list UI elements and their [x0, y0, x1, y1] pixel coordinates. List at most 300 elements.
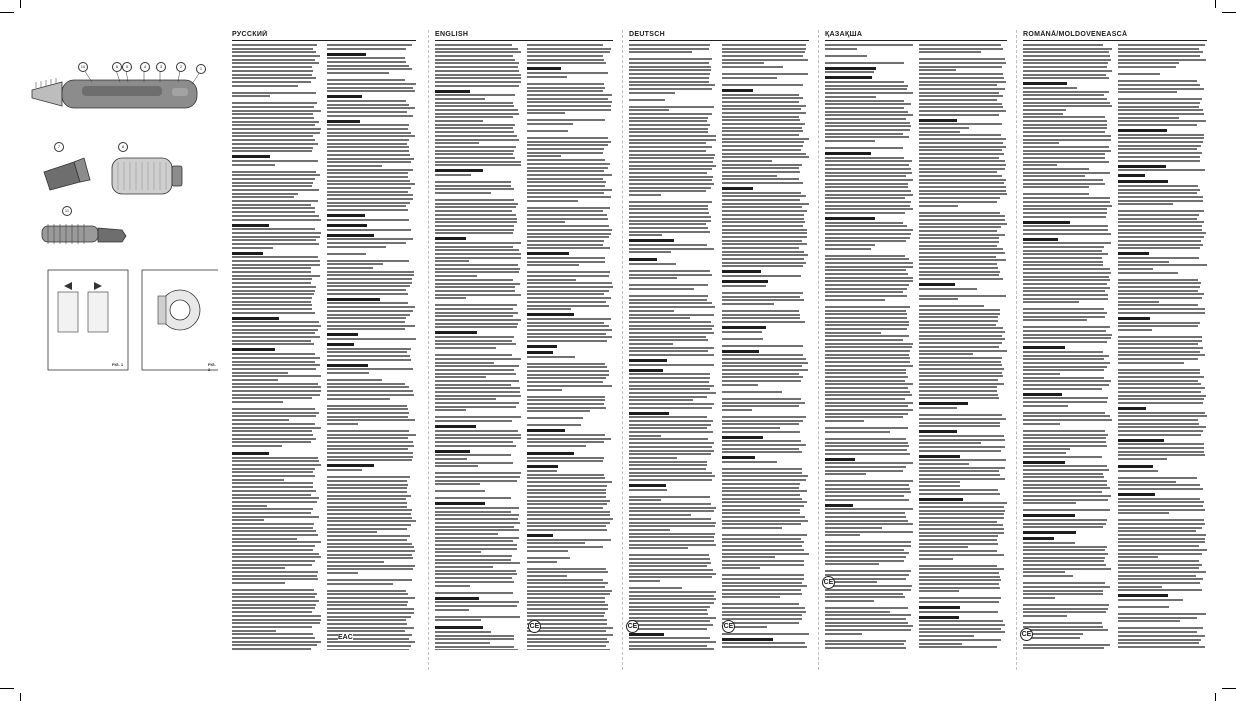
text-line: [919, 234, 1005, 236]
text-line: [232, 317, 279, 320]
text-line: [722, 66, 784, 68]
text-line: [1118, 329, 1153, 331]
text-line: [919, 153, 1004, 155]
text-line: [919, 568, 1004, 570]
text-line: [435, 649, 518, 650]
text-line: [1023, 412, 1105, 414]
text-line: [327, 132, 411, 134]
text-line: [919, 327, 1004, 329]
text-line: [327, 480, 407, 482]
text-line: [527, 542, 585, 544]
text-line: [1023, 98, 1107, 100]
text-line: [435, 476, 520, 478]
text-line: [232, 95, 270, 97]
text-line: [435, 192, 491, 194]
text-line: [1118, 439, 1164, 442]
text-line: [1118, 160, 1201, 162]
text-line: [825, 512, 905, 514]
text-line: [825, 409, 913, 411]
text-line: [1118, 419, 1199, 421]
text-line: [435, 601, 519, 603]
text-line: [1023, 94, 1104, 96]
text-line: [232, 66, 312, 68]
text-line: [435, 249, 519, 251]
text-line: [629, 135, 716, 137]
text-line: [1023, 298, 1108, 300]
text-line: [327, 593, 409, 595]
text-line: [1023, 366, 1107, 368]
text-line: [919, 539, 998, 541]
text-line: [232, 582, 285, 584]
text-line: [327, 528, 407, 530]
text-line: [232, 486, 313, 488]
text-line: [825, 269, 906, 271]
text-line: [232, 494, 311, 496]
text-line: [1023, 233, 1111, 235]
text-line: [919, 481, 961, 483]
text-line: [435, 98, 485, 100]
text-line: [1023, 316, 1105, 318]
text-line: [919, 611, 999, 613]
text-line: [527, 377, 607, 379]
text-line: [825, 310, 906, 312]
text-line: [327, 535, 411, 537]
text-line: [1023, 341, 1107, 343]
text-line: [1023, 264, 1103, 266]
text-line: [435, 406, 516, 408]
text-line: [232, 353, 315, 355]
text-line: [527, 396, 605, 398]
text-line: [435, 597, 479, 600]
crop-mark-bottom-right-v: [1215, 693, 1216, 701]
text-line: [435, 294, 521, 296]
text-line: [232, 211, 315, 213]
text-line: [919, 430, 958, 433]
text-line: [629, 412, 669, 415]
text-line: [435, 497, 511, 499]
text-line: [435, 480, 517, 482]
text-line: [722, 479, 807, 481]
text-line: [1023, 77, 1109, 79]
text-line: [629, 496, 710, 498]
text-line: [825, 183, 908, 185]
text-line: [722, 214, 805, 216]
column-heading: ҚАЗАҚША: [825, 30, 1007, 41]
text-line: [232, 415, 316, 417]
text-line: [527, 604, 608, 606]
text-line: [435, 395, 521, 397]
text-line: [1118, 519, 1204, 521]
text-line: [919, 51, 982, 53]
text-line: [722, 62, 765, 64]
text-line: [1023, 301, 1079, 303]
text-line: [435, 365, 519, 367]
text-line: [435, 416, 521, 418]
text-line: [327, 100, 406, 102]
text-line: [629, 645, 707, 647]
text-line: [629, 231, 710, 233]
text-line: [629, 613, 708, 615]
text-line: [327, 509, 412, 511]
text-line: [629, 479, 712, 481]
text-line: [1118, 232, 1207, 234]
text-line: [435, 577, 512, 579]
column-ro: [1016, 30, 1213, 670]
text-line: [919, 446, 1005, 448]
text-line: [327, 90, 416, 92]
text-line: [1023, 448, 1070, 450]
text-line: [527, 119, 605, 121]
text-line: [722, 451, 802, 453]
text-line: [327, 612, 414, 614]
text-line: [232, 575, 317, 577]
text-line: [527, 370, 610, 372]
text-line: [919, 524, 1004, 526]
text-line: [1023, 268, 1110, 270]
text-line: [722, 119, 800, 121]
text-line: [527, 112, 566, 114]
text-line: [1023, 229, 1108, 231]
text-line: [527, 72, 609, 74]
text-line: [722, 509, 801, 511]
text-line: [435, 502, 485, 505]
text-line: [435, 315, 513, 317]
text-line: [919, 606, 961, 609]
text-line: [629, 457, 677, 459]
text-line: [232, 193, 298, 195]
text-line: [1118, 387, 1206, 389]
text-line: [1023, 150, 1111, 152]
text-line: [825, 416, 903, 418]
text-line: [629, 573, 716, 575]
text-line: [1118, 545, 1199, 547]
text-line: [1023, 523, 1106, 525]
text-line: [629, 381, 709, 383]
text-line: [629, 461, 707, 463]
text-line: [722, 596, 780, 598]
text-line: [327, 183, 415, 185]
text-line: [825, 614, 911, 616]
text-line: [1023, 437, 1106, 439]
text-line: [327, 83, 416, 85]
text-line: [722, 512, 801, 514]
text-line: [435, 271, 519, 273]
text-block: [327, 44, 417, 650]
text-line: [327, 495, 411, 497]
text-line: [825, 321, 909, 323]
text-line: [435, 548, 517, 550]
text-line: [1023, 201, 1110, 203]
ce-mark: CE: [1020, 628, 1033, 641]
text-line: [1118, 192, 1198, 194]
text-line: [435, 283, 520, 285]
text-line: [327, 191, 408, 193]
text-line: [629, 468, 706, 470]
text-line: [825, 402, 913, 404]
text-line: [629, 157, 714, 159]
text-line: [435, 376, 486, 378]
text-line: [527, 264, 580, 266]
text-line: [232, 275, 320, 277]
text-line: [919, 546, 968, 548]
text-line: [825, 277, 913, 279]
text-line: [629, 142, 706, 144]
text-line: [825, 504, 853, 507]
text-line: [435, 507, 519, 509]
text-line: [629, 208, 708, 210]
text-line: [629, 263, 676, 265]
text-line: [1023, 358, 1104, 360]
text-line: [327, 379, 382, 381]
text-line: [629, 172, 707, 174]
text-line: [722, 534, 808, 536]
text-line: [1023, 465, 1107, 467]
text-line: [1118, 165, 1167, 168]
text-line: [1023, 415, 1110, 417]
text-line: [825, 491, 911, 493]
text-line: [435, 48, 518, 50]
illustration-panel: [22, 30, 218, 670]
text-line: [919, 459, 1006, 461]
text-line: [435, 566, 493, 568]
text-line: [1118, 117, 1179, 119]
text-line: [232, 286, 316, 288]
text-line: [919, 463, 969, 465]
text-line: [232, 438, 316, 440]
text-line: [919, 643, 963, 645]
text-line: [232, 321, 319, 323]
text-line: [825, 361, 910, 363]
text-line: [527, 159, 605, 161]
text-line: [629, 332, 714, 334]
text-line: [825, 516, 906, 518]
text-block: [232, 44, 322, 650]
text-line: [232, 497, 319, 499]
text-line: [825, 67, 876, 70]
text-line: [435, 109, 518, 111]
text-line: [629, 525, 715, 527]
text-line: [232, 372, 288, 374]
text-line: [232, 147, 313, 149]
text-line: [825, 563, 879, 565]
text-line: [825, 194, 913, 196]
text-line: [1023, 430, 1105, 432]
text-line: [435, 559, 511, 561]
text-line: [327, 278, 412, 280]
text-line: [527, 221, 566, 223]
text-line: [327, 57, 406, 59]
text-line: [327, 456, 414, 458]
crop-mark-top-right: [1222, 12, 1236, 13]
text-line: [919, 442, 982, 444]
text-line: [327, 464, 375, 467]
text-line: [527, 424, 581, 426]
text-line: [435, 279, 513, 281]
text-line: [722, 475, 809, 477]
text-line: [1023, 253, 1108, 255]
text-line: [435, 581, 514, 583]
text-line: [435, 458, 467, 460]
text-line: [327, 205, 406, 207]
text-line: [919, 521, 997, 523]
text-line: [629, 48, 709, 50]
text-line: [435, 441, 513, 443]
text-line: [825, 255, 905, 257]
text-line: [1118, 362, 1185, 364]
text-line: [435, 626, 483, 629]
text-line: [825, 81, 904, 83]
text-line: [527, 638, 607, 640]
text-line: [919, 73, 1003, 75]
text-line: [722, 182, 804, 184]
text-line: [1023, 142, 1059, 144]
text-line: [629, 507, 716, 509]
text-line: [919, 335, 1003, 337]
text-line: [629, 248, 714, 250]
text-line: [919, 309, 1001, 311]
text-line: [825, 380, 905, 382]
text-line: [232, 128, 321, 130]
text-line: [629, 510, 714, 512]
text-line: [527, 381, 604, 383]
text-line: [327, 557, 414, 559]
text-line: [722, 178, 799, 180]
text-line: [435, 391, 520, 393]
text-line: [825, 186, 908, 188]
text-line: [629, 377, 710, 379]
text-line: [825, 462, 913, 464]
text-line: [327, 561, 384, 563]
text-line: [722, 296, 801, 298]
text-line: [435, 323, 518, 325]
text-line: [435, 409, 466, 411]
text-line: [1023, 105, 1112, 107]
text-block: [527, 44, 614, 650]
text-line: [435, 343, 516, 345]
text-line: [825, 240, 906, 242]
text-line: [527, 105, 611, 107]
text-line: [527, 590, 613, 592]
text-line: [527, 465, 559, 468]
text-line: [327, 107, 416, 109]
text-line: [527, 546, 603, 548]
text-line: [435, 358, 521, 360]
text-line: [919, 338, 1005, 340]
text-line: [1118, 308, 1205, 310]
crop-mark-bottom-left: [0, 688, 14, 689]
text-line: [1023, 146, 1109, 148]
text-line: [722, 427, 781, 429]
text-line: [527, 90, 604, 92]
column-heading: DEUTSCH: [629, 30, 809, 41]
text-line: [327, 229, 412, 231]
text-line: [527, 374, 610, 376]
text-line: [232, 74, 312, 76]
text-line: [722, 55, 803, 57]
text-line: [527, 322, 605, 324]
text-line: [1023, 519, 1107, 521]
text-line: [825, 335, 909, 337]
text-line: [1118, 564, 1202, 566]
text-line: [825, 618, 906, 620]
text-line: [919, 69, 956, 71]
callout-7: 7: [54, 142, 64, 152]
ce-mark: CE: [722, 620, 735, 633]
text-line: [327, 120, 360, 123]
text-line: [825, 332, 881, 334]
text-line: [825, 354, 909, 356]
text-line: [527, 174, 613, 176]
text-line: [1023, 186, 1089, 188]
text-line: [722, 108, 802, 110]
column-de: [622, 30, 815, 670]
text-line: [919, 298, 959, 300]
text-line: [232, 534, 318, 536]
text-line: [527, 417, 583, 419]
text-line: [527, 525, 607, 527]
text-line: [919, 489, 999, 491]
text-line: [629, 227, 708, 229]
text-line: [722, 448, 799, 450]
text-line: [919, 84, 998, 86]
text-line: [919, 182, 1004, 184]
text-line: [1118, 589, 1203, 591]
text-line: [327, 520, 416, 522]
text-line: [629, 154, 715, 156]
text-line: [327, 448, 409, 450]
text-line: [629, 388, 710, 390]
text-line: [1118, 272, 1178, 274]
text-line: [232, 215, 319, 217]
text-line: [232, 247, 273, 249]
text-line: [232, 379, 278, 381]
text-line: [629, 569, 713, 571]
text-line: [232, 626, 312, 628]
text-line: [825, 480, 913, 482]
text-line: [1023, 51, 1109, 53]
text-line: [435, 562, 520, 564]
text-line: [919, 66, 1003, 68]
text-line: [1118, 498, 1201, 500]
text-line: [527, 511, 610, 513]
text-line: [527, 571, 608, 573]
text-line: [527, 593, 611, 595]
text-line: [327, 484, 408, 486]
text-line: [919, 223, 1007, 225]
text-line: [435, 380, 519, 382]
text-line: [919, 597, 1001, 599]
text-line: [919, 283, 955, 286]
text-line: [825, 549, 904, 551]
text-line: [825, 197, 905, 199]
callout-11: 11: [62, 206, 72, 216]
text-line: [1023, 59, 1111, 61]
text-line: [722, 350, 760, 353]
text-line: [327, 579, 413, 581]
text-line: [629, 620, 710, 622]
text-line: [527, 363, 605, 365]
text-line: [232, 278, 312, 280]
text-line: [1118, 268, 1153, 270]
text-line: [1118, 51, 1204, 53]
text-line: [1118, 322, 1200, 324]
text-line: [919, 320, 999, 322]
text-line: [919, 149, 1002, 151]
text-line: [232, 357, 320, 359]
text-line: [629, 150, 706, 152]
text-line: [527, 282, 613, 284]
text-line: [527, 438, 611, 440]
